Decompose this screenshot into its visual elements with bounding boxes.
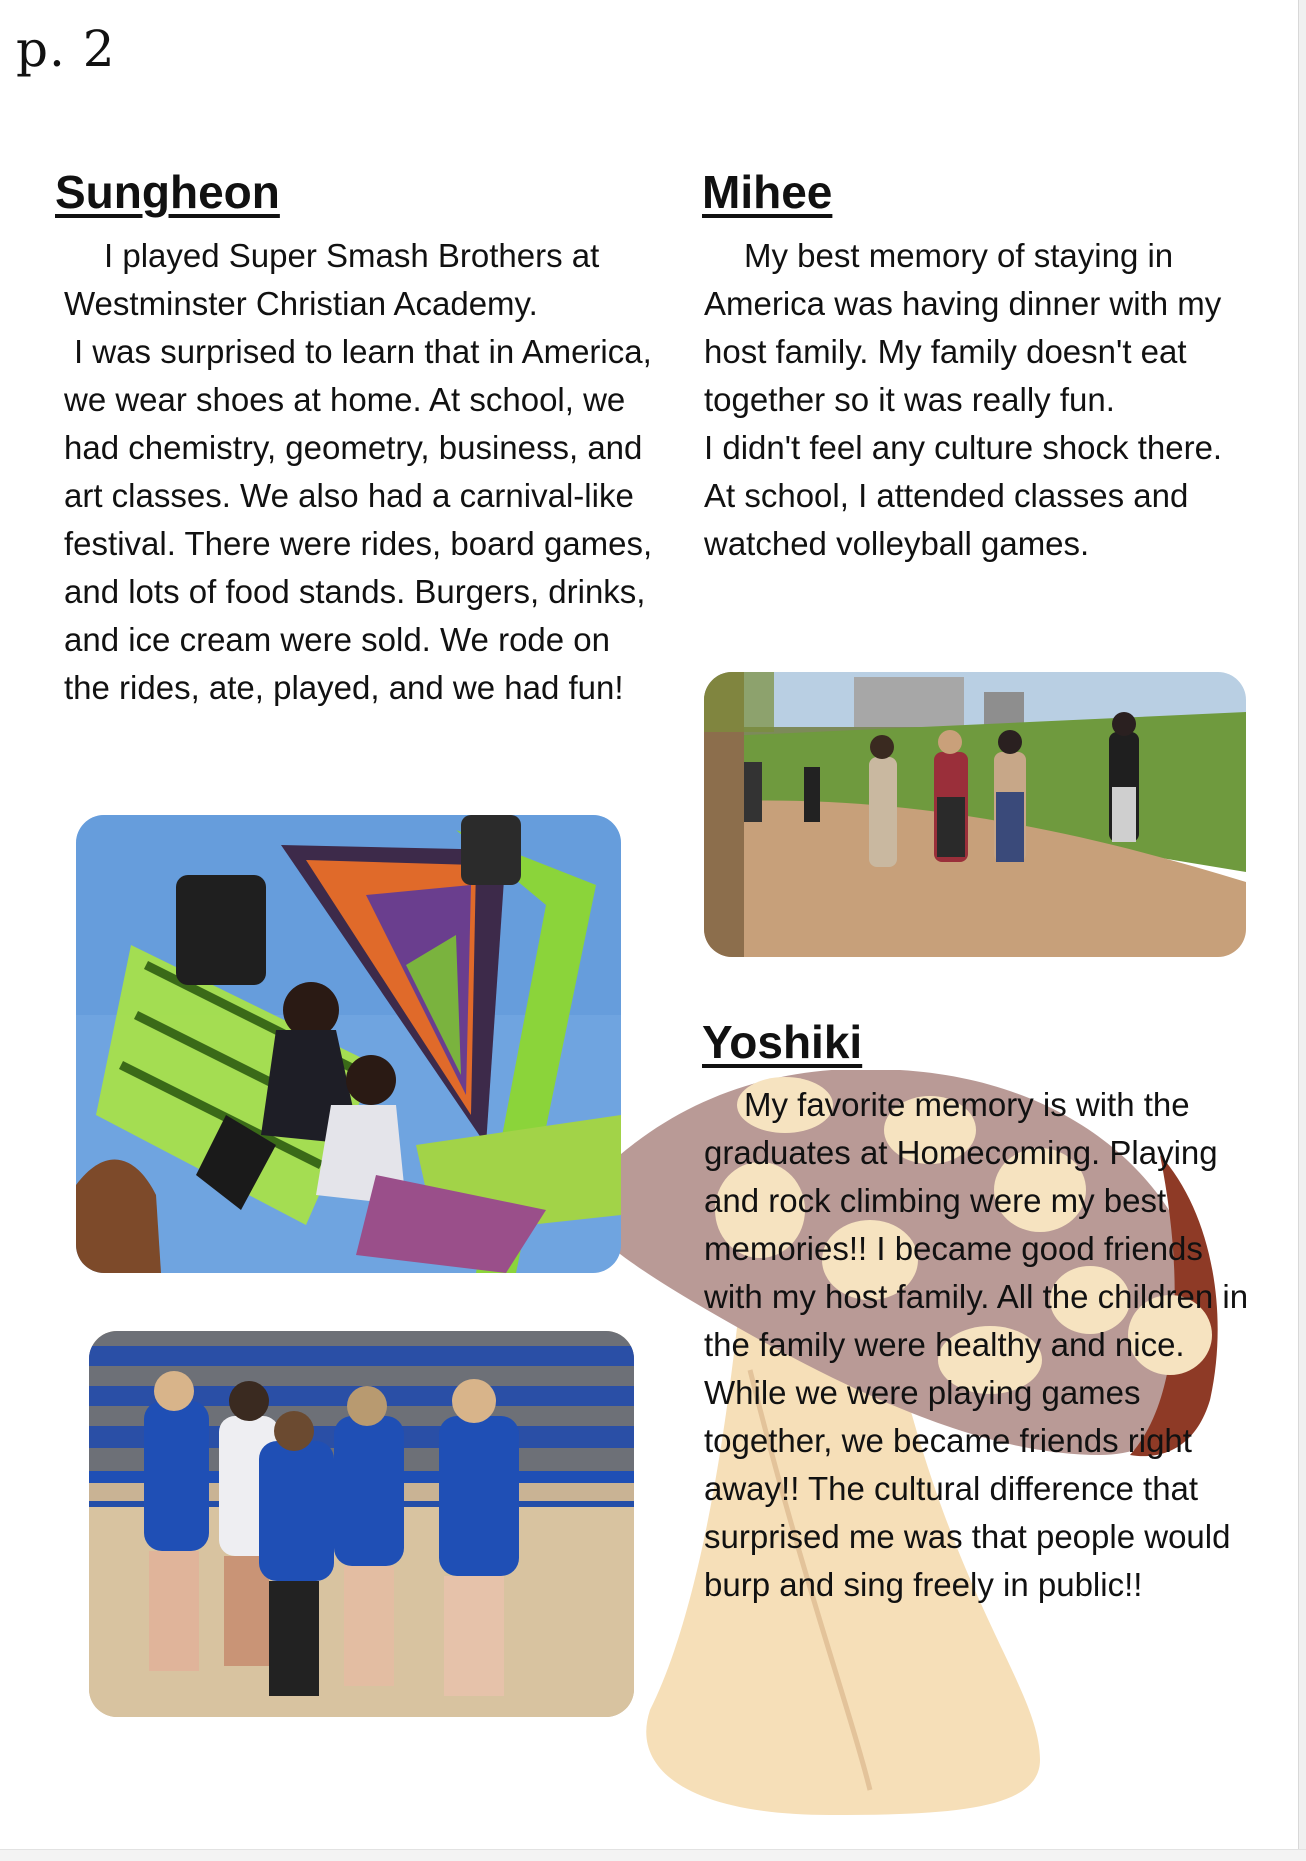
story-paragraph: I played Super Smash Brothers at Westminster Christian Academy. bbox=[64, 237, 600, 322]
section-title-mihee: Mihee bbox=[702, 166, 833, 218]
story-paragraph: My favorite memory is with the graduates at Homecoming. Playing and rock climbing were my best memories!! I became good friends with my host family. All the children in the family were healthy and nice. While we were playing games together, we became friends right away!! The cultural difference that surprised me was that people would burp and sing freely in public!! bbox=[704, 1086, 1249, 1603]
section-title-yoshiki: Yoshiki bbox=[702, 1016, 863, 1068]
story-paragraph: My best memory of staying in America was having dinner with my host family. My family doesn't eat together so it was really fun. bbox=[704, 237, 1222, 418]
section-title-sungheon: Sungheon bbox=[55, 166, 280, 218]
page-number: p. 2 bbox=[16, 20, 116, 78]
story-yoshiki bbox=[704, 1081, 1259, 1609]
story-paragraph: I was surprised to learn that in America, we wear shoes at home. At school, we had chemistry, geometry, business, and art classes. We also had a carnival-like festival. There were rides, board games, and lots of food stands. Burgers, drinks, and ice cream were sold. We rode on the rides, ate, played, and we had fun! bbox=[64, 333, 653, 706]
volleyball-team-photo bbox=[89, 1331, 634, 1717]
story-sungheon bbox=[64, 232, 654, 712]
park-walk-photo bbox=[704, 672, 1246, 957]
story-mihee bbox=[704, 232, 1244, 568]
carnival-ride-photo bbox=[76, 815, 621, 1273]
page-right-edge bbox=[1298, 0, 1306, 1860]
story-paragraph: I didn't feel any culture shock there. At school, I attended classes and watched volleyball games. bbox=[704, 429, 1223, 562]
page-bottom-edge bbox=[0, 1849, 1306, 1861]
